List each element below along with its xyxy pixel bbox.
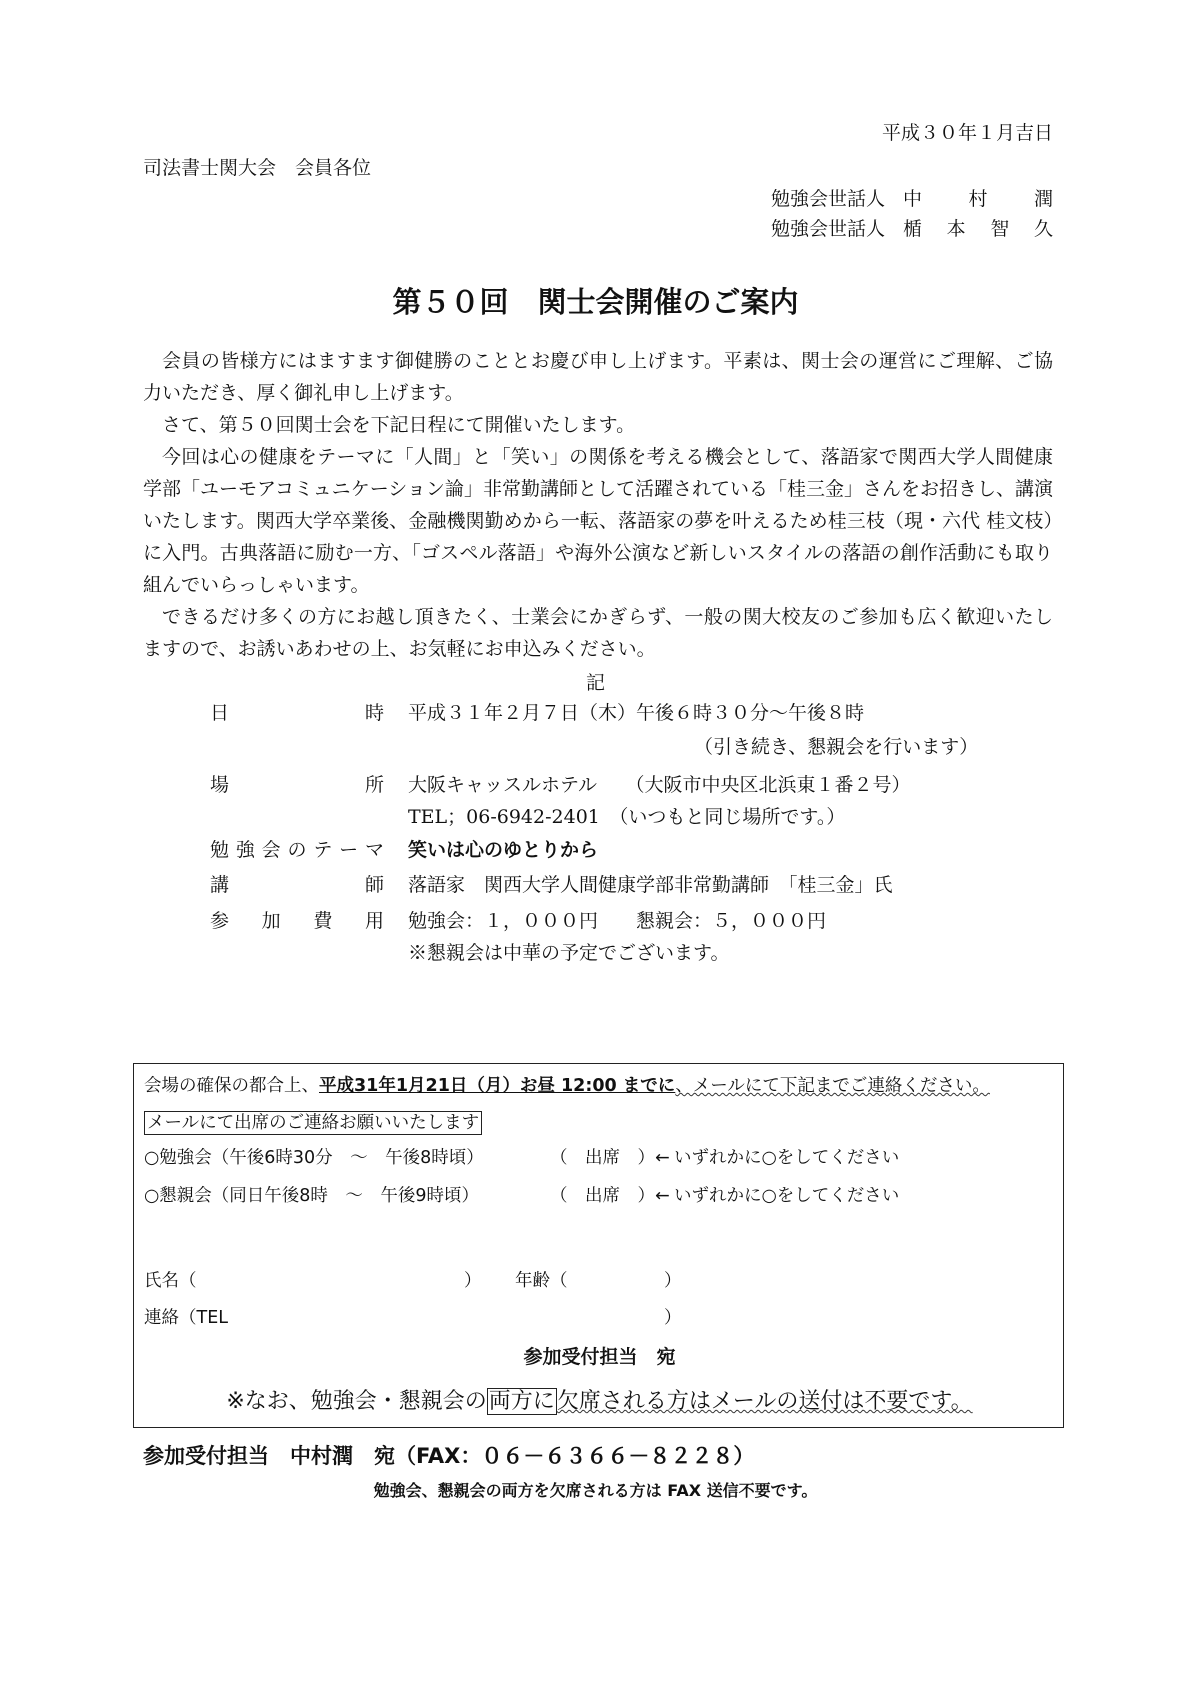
organizer-row bbox=[771, 184, 1053, 211]
addressee: 司法書士関大会 会員各位 bbox=[143, 157, 372, 179]
fax-note: 勉強会、懇親会の両方を欠席される方は FAX 送信不要です。 bbox=[373, 1481, 818, 1500]
body-paragraph: できるだけ多くの方にお越し頂きたく、士業会にかぎらず、一般の関大校友のご参加も広く歓迎いたしますので、お誘いあわせの上、お気軽にお申込みください。 bbox=[143, 606, 1053, 660]
fee-note: ※懇親会は中華の予定でございます。 bbox=[408, 942, 730, 964]
fee-label: 参加費用 bbox=[210, 910, 384, 932]
name-field-close: ） bbox=[464, 1271, 482, 1291]
theme-label: 勉強会のテーマ bbox=[210, 839, 384, 861]
ki-heading: 記 bbox=[585, 672, 605, 694]
notice-intro-after: 、メールにて下記までご連絡ください。 bbox=[675, 1076, 990, 1096]
venue-label: 場所 bbox=[210, 774, 384, 796]
study-attend-choice[interactable]: （ 出席 ）← bbox=[550, 1148, 670, 1168]
organizer-role: 勉強会世話人 bbox=[770, 218, 885, 240]
study-hint: いずれかに○をしてください bbox=[674, 1148, 900, 1168]
issue-date: 平成３０年１月吉日 bbox=[881, 122, 1053, 144]
contact-line: 参加受付担当 中村潤 宛（FAX：０６－６３６６－８２２８） bbox=[143, 1444, 755, 1468]
body-text bbox=[143, 345, 1053, 665]
datetime-value: 平成３１年２月７日（木）午後６時３０分～午後８時 bbox=[408, 702, 865, 724]
datetime-note: （引き続き、懇親会を行います） bbox=[694, 736, 979, 758]
organizer-row bbox=[771, 214, 1053, 241]
party-hint: いずれかに○をしてください bbox=[674, 1186, 900, 1206]
study-option-label: ○勉強会（午後6時30分 ～ 午後8時頃） bbox=[144, 1148, 484, 1168]
organizer-role: 勉強会世話人 bbox=[770, 188, 885, 210]
mail-request-label: メールにて出席のご連絡お願いいたします bbox=[144, 1111, 482, 1135]
mail-request-row bbox=[144, 1109, 482, 1134]
notice-deadline: 平成31年1月21日（月）お昼 12:00 までに bbox=[319, 1076, 676, 1096]
body-paragraph: 今回は心の健康をテーマに「人間」と「笑い」の関係を考える機会として、落語家で関西大学人間健康学部「ユーモアコミュニケーション論」非常勤講師として活躍されている「桂三金」さんをお招きし、講演いたします。関西大学卒業後、金融機関勤めから一転、落語家の夢を叶えるため桂三枝（現・六代 桂文枝）に入門。古典落語に励む一方、「ゴスペル落語」や海外公演など新しいスタイルの落語の創作活動にも取り組んでいらっしゃいます。 bbox=[143, 446, 1053, 596]
venue-tel: TEL；06-6942-2401 （いつもと同じ場所です。） bbox=[408, 806, 846, 828]
notice-intro-before: 会場の確保の都合上、 bbox=[144, 1076, 319, 1096]
party-attend-choice[interactable]: （ 出席 ）← bbox=[550, 1186, 670, 1206]
tel-field-close: ） bbox=[664, 1308, 682, 1328]
organizer-name: 中村潤 bbox=[903, 188, 1053, 210]
venue-value: 大阪キャッスルホテル （大阪市中央区北浜東１番２号） bbox=[408, 774, 911, 796]
document-title: 第５０回 関士会開催のご案内 bbox=[392, 285, 799, 319]
final-notice-before: ※なお、勉強会・懇親会の bbox=[226, 1389, 487, 1414]
final-notice bbox=[134, 1384, 1065, 1415]
age-field-close: ） bbox=[664, 1271, 682, 1291]
fee-value: 勉強会：１，０００円 懇親会：５，０００円 bbox=[408, 910, 827, 932]
party-option-label: ○懇親会（同日午後8時 ～ 午後9時頃） bbox=[144, 1186, 480, 1206]
final-notice-boxed: 両方に bbox=[488, 1389, 555, 1414]
body-paragraph: さて、第５０回関士会を下記日程にて開催いたします。 bbox=[162, 414, 636, 436]
body-paragraph: 会員の皆様方にはますます御健勝のこととお慶び申し上げます。平素は、関士会の運営にご理解、ご協力いただき、厚く御礼申し上げます。 bbox=[143, 350, 1053, 404]
lecturer-label: 講師 bbox=[210, 874, 384, 896]
lecturer-value: 落語家 関西大学人間健康学部非常勤講師 「桂三金」氏 bbox=[408, 874, 893, 896]
datetime-label: 日時 bbox=[210, 702, 384, 724]
reply-form-box bbox=[133, 1063, 1064, 1428]
name-field-label: 氏名（ bbox=[144, 1271, 197, 1291]
age-field-label: 年齢（ bbox=[515, 1271, 568, 1291]
theme-value: 笑いは心のゆとりから bbox=[408, 839, 599, 861]
tel-field-label: 連絡（TEL bbox=[144, 1308, 228, 1328]
final-notice-after: 欠席される方はメールの送付は不要です。 bbox=[556, 1389, 973, 1414]
organizer-name: 楯本智久 bbox=[903, 218, 1053, 240]
recipient-line: 参加受付担当 宛 bbox=[523, 1346, 676, 1368]
notice-intro bbox=[144, 1072, 990, 1097]
